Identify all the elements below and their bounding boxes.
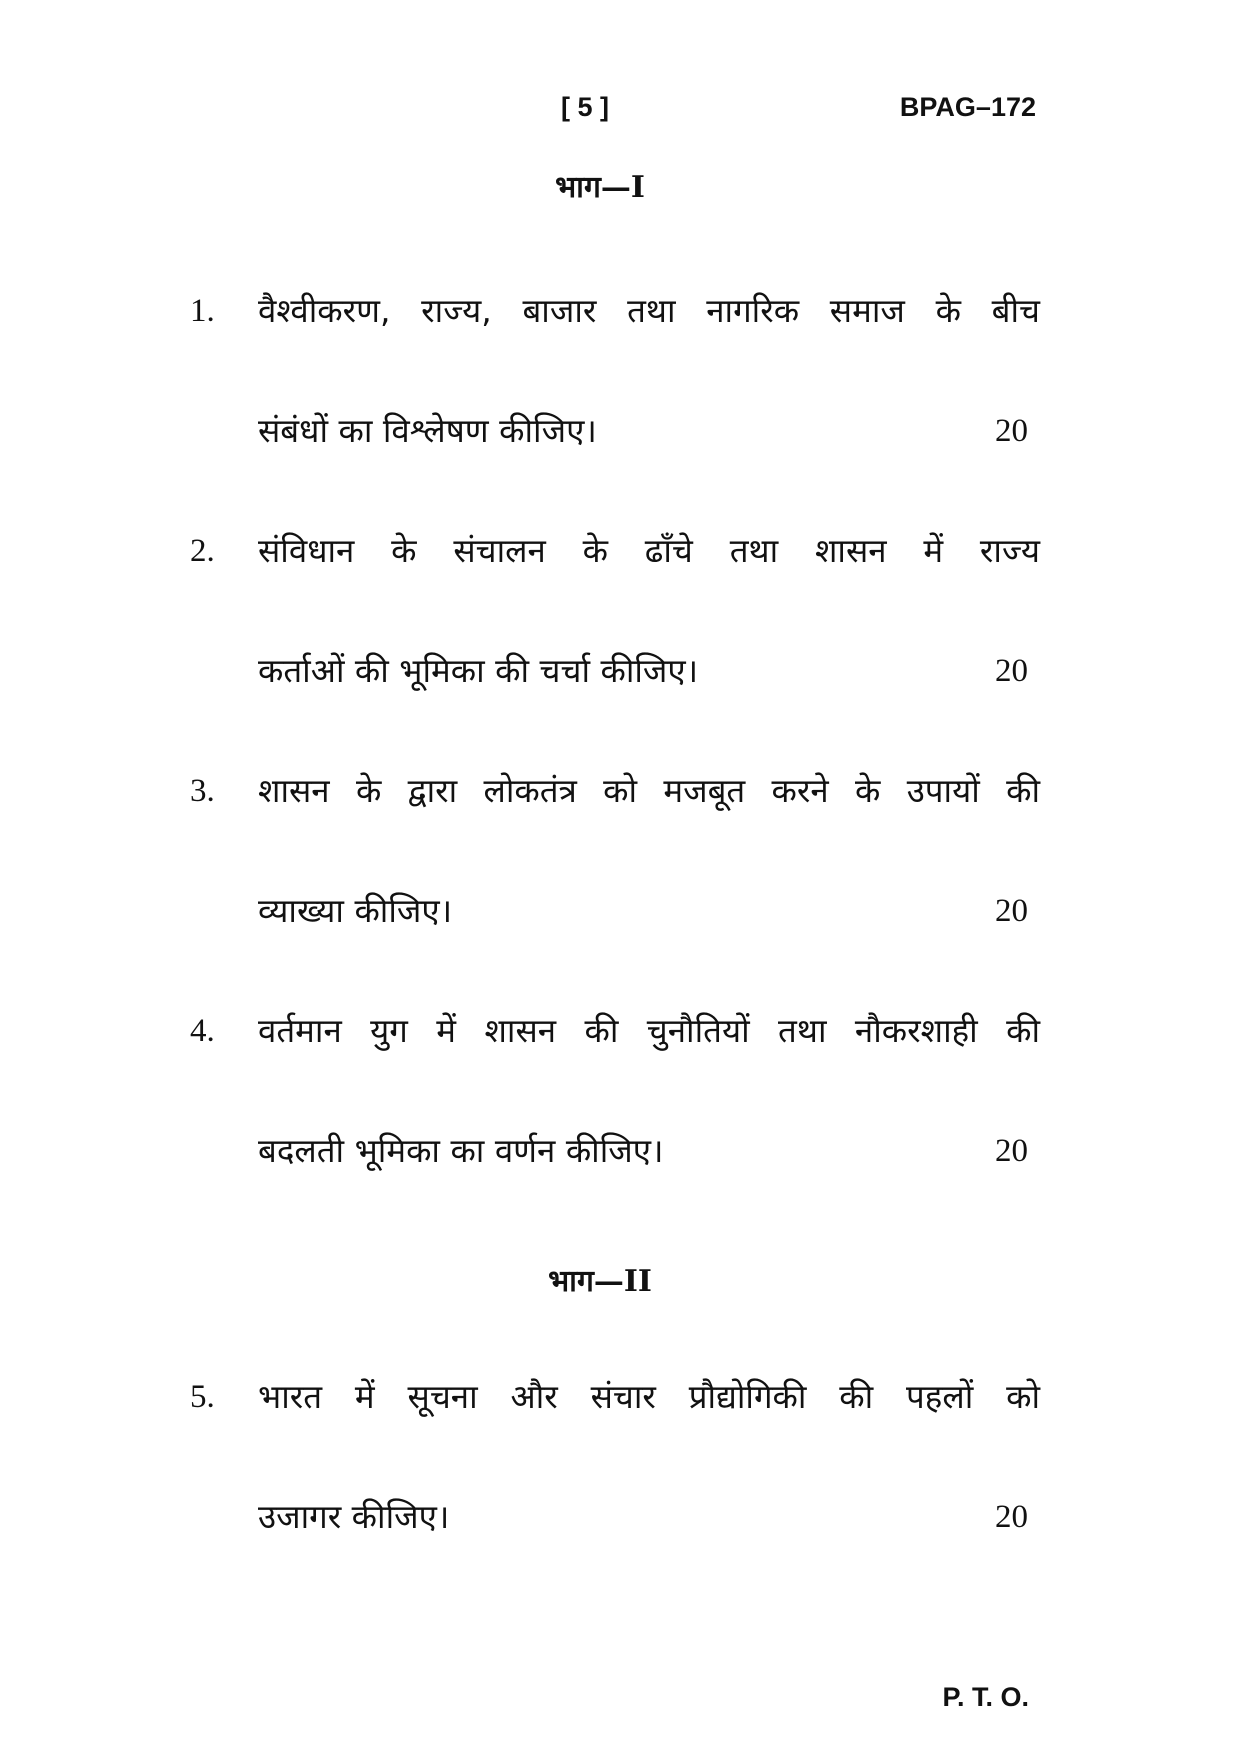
question-number: 5. [190, 1379, 215, 1415]
pto-footer: P. T. O. [942, 1682, 1029, 1712]
question-text-line-1: भारत में सूचना और संचार प्रौद्योगिकी की पहलों को [258, 1377, 1040, 1416]
question-marks: 20 [995, 1133, 1028, 1169]
section-heading-part-2: भाग—II [548, 1264, 652, 1299]
paper-code: BPAG–172 [899, 92, 1036, 122]
question-marks: 20 [995, 1499, 1028, 1535]
question-number: 4. [190, 1013, 215, 1049]
question-text-line-2: व्याख्या कीजिए। [258, 891, 453, 930]
question-text-line-2: बदलती भूमिका का वर्णन कीजिए। [258, 1131, 664, 1170]
question-marks: 20 [995, 893, 1028, 929]
question-number: 2. [190, 533, 215, 569]
question-4 [190, 1008, 1040, 1208]
question-text-line-2: कर्ताओं की भूमिका की चर्चा कीजिए। [258, 651, 699, 690]
question-3 [190, 768, 1040, 968]
question-1 [190, 288, 1040, 488]
question-2 [190, 528, 1040, 728]
question-text-line-2: संबंधों का विश्लेषण कीजिए। [258, 411, 597, 450]
section-heading-part-1: भाग—I [555, 170, 645, 205]
question-text-line-1: वर्तमान युग में शासन की चुनौतियों तथा नौकरशाही की [258, 1011, 1040, 1050]
question-marks: 20 [995, 653, 1028, 689]
question-text-line-1: संविधान के संचालन के ढाँचे तथा शासन में राज्य [258, 531, 1040, 570]
question-5 [190, 1374, 1040, 1574]
question-number: 1. [190, 293, 215, 329]
question-number: 3. [190, 773, 215, 809]
question-text-line-1: शासन के द्वारा लोकतंत्र को मजबूत करने के उपायों की [258, 771, 1040, 810]
question-marks: 20 [995, 413, 1028, 449]
question-text-line-2: उजागर कीजिए। [258, 1497, 450, 1536]
page-number: [ 5 ] [560, 92, 609, 122]
question-text-line-1: वैश्वीकरण, राज्य, बाजार तथा नागरिक समाज के बीच [258, 291, 1040, 330]
